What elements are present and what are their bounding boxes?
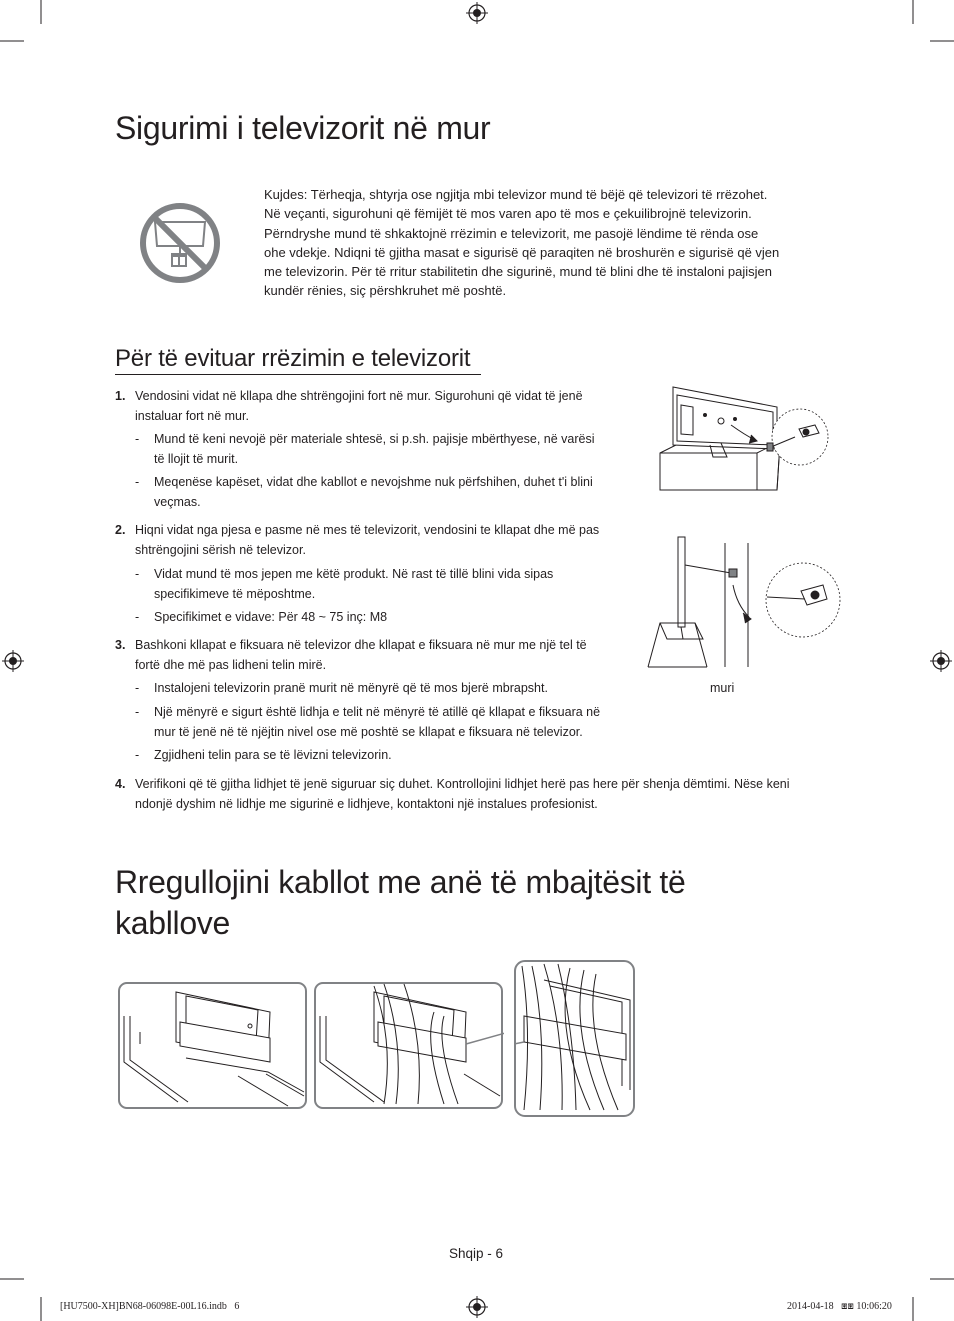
step-number: 2. <box>115 523 126 537</box>
dash: - <box>135 567 140 581</box>
registration-mark-icon <box>930 650 952 672</box>
sub-line: veçmas. <box>154 494 201 509</box>
sub-line: Zgjidheni telin para se të lëvizni televizorin. <box>154 748 392 762</box>
caution-line: Kujdes: Tërheqja, shtyrja ose ngjitja mbi televizor mund të bëjë që televizori të rrëzohet. <box>264 187 768 202</box>
caution-line: Në veçanti, sigurohuni që fëmijët të mos varen apo të mos e çekuilibrojnë televizorin. <box>264 206 752 222</box>
step-line: Bashkoni kllapat e fiksuara në televizor dhe kllapat e fiksuara në mur me një tel të <box>135 638 587 652</box>
dash: - <box>135 705 140 719</box>
sub-line: të llojit të murit. <box>154 451 239 466</box>
sub-text <box>154 746 634 766</box>
step-line: Verifikoni që të gjitha lidhjet të jenë siguruar siç duhet. Kontrollojini lidhjet herë pas here për shenja dëmtimi. Nëse keni <box>135 777 790 791</box>
dash: - <box>135 748 140 762</box>
sub-text <box>154 608 634 628</box>
print-info-right: 2014-04-18 ⧆⧆ 10:06:20 <box>787 1301 892 1312</box>
section-title-line: kabllove <box>115 905 231 941</box>
step-line: Vendosini vidat në kllapa dhe shtrëngojini fort në mur. Sigurohuni që vidat të jenë <box>135 389 583 403</box>
step-line: shtrëngojini sërish në televizor. <box>135 542 306 557</box>
step-text <box>135 521 599 560</box>
page-title: Sigurimi i televizorit në mur <box>115 110 491 146</box>
sub-line: Instalojeni televizorin pranë murit në mënyrë që të mos bjerë mbrapsht. <box>154 681 548 695</box>
caution-line: Përndryshe mund të shkaktojnë rrëzimin e televizorit, me pasojë lëndime të rënda ose <box>264 225 759 241</box>
print-info-left: [HU7500-XH]BN68-06098E-00L16.indb 6 <box>60 1301 240 1312</box>
step-text <box>135 775 825 814</box>
sub-line: specifikimeve të mëposhtme. <box>154 586 316 601</box>
cable-holder-step2-illustration <box>314 982 504 1110</box>
sub-text <box>154 679 634 699</box>
caution-line: ohe vdekje. Ndiqni të gjitha masat e sigurisë që paraqiten në broshurën e sigurisë që vjen <box>264 244 780 260</box>
sub-text <box>154 473 634 512</box>
sub-line: Specifikimet e vidave: Për 48 ~ 75 inç: M8 <box>154 610 388 624</box>
step-text <box>135 636 587 675</box>
sub-line: Një mënyrë e sigurt është lidhja e telit në mënyrë të atillë që kllapat e fiksuara në <box>154 705 601 719</box>
caution-line: kundër rënies, siç përshkruhet më poshtë. <box>264 283 507 299</box>
step-line: fortë dhe më pas lidheni telin mirë. <box>135 657 327 672</box>
cable-holder-detail-illustration <box>514 960 636 1118</box>
sub-line: Mund të keni nevojë për materiale shtesë, si p.sh. pajisje mbërthyese, në varësi <box>154 432 595 446</box>
section-title <box>115 862 835 944</box>
dash: - <box>135 475 140 489</box>
dash: - <box>135 681 140 695</box>
step-number: 1. <box>115 389 126 403</box>
step-text <box>135 387 583 426</box>
tv-back-bracket-illustration <box>655 385 845 495</box>
step-number: 4. <box>115 777 126 791</box>
sub-line: mur të jenë në të njëjtin nivel ose më poshtë se kllapat e fiksuara në televizor. <box>154 724 583 739</box>
sub-text <box>154 430 634 469</box>
step-number: 3. <box>115 638 126 652</box>
step-line: instaluar fort në mur. <box>135 408 249 423</box>
tv-wall-side-illustration <box>645 535 845 670</box>
wall-label: muri <box>710 681 735 695</box>
sub-text <box>154 703 634 742</box>
sub-line: Meqenëse kapëset, vidat dhe kabllot e nevojshme nuk përfshihen, duhet t'i blini <box>154 475 593 489</box>
cable-holder-step1-illustration <box>118 982 308 1110</box>
section-title-line: Rregullojini kabllot me anë të mbajtësit të <box>115 864 686 900</box>
dash: - <box>135 432 140 446</box>
section-heading: Për të evituar rrëzimin e televizorit <box>115 345 471 372</box>
sub-text <box>154 565 634 604</box>
page-number: Shqip - 6 <box>449 1246 504 1261</box>
registration-mark-icon <box>2 650 24 672</box>
step-line: Hiqni vidat nga pjesa e pasme në mes të televizorit, vendosini te kllapat dhe më pas <box>135 523 600 537</box>
sub-line: Vidat mund të mos jepen me këtë produkt. Në rast të tillë blini vida sipas <box>154 567 554 581</box>
step-line: ndonjë dyshim në lidhje me sigurinë e lidhjeve, kontaktoni një instalues profesionist. <box>135 796 598 811</box>
dash: - <box>135 610 140 624</box>
caution-line: me televizorin. Për të rritur stabilitetin dhe sigurinë, mund të blini dhe të instaloni pajisjen <box>264 264 772 280</box>
